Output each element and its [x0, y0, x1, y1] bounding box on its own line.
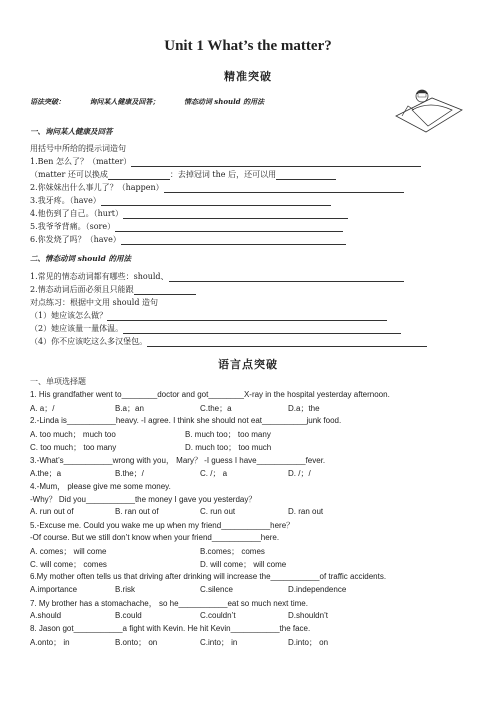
- answer-option[interactable]: B.could: [115, 611, 142, 620]
- answer-option[interactable]: D.shouldn’t: [288, 611, 329, 620]
- section-1-intro: 用括号中所给的提示词造句: [30, 144, 126, 153]
- answer-option[interactable]: D. /；/: [288, 469, 311, 478]
- s2-q1: 1.常见的情态动词都有哪些：should、: [30, 272, 169, 281]
- s1-q5: 5.我爷爷背痛。（sore）: [30, 222, 116, 231]
- s1-q1: 1.Ben 怎么了？（matter）: [30, 157, 132, 166]
- question-stem: 1. His grandfather went to________doctor and got________X-ray in the hospital yesterday afternoon.: [30, 390, 390, 399]
- answer-option[interactable]: A. comes； will come: [30, 547, 107, 556]
- grammar-focus-label: 语法突破：: [30, 97, 65, 106]
- s1-q1-note: （matter 还可以换成: [30, 170, 108, 179]
- answer-option[interactable]: D.into； on: [288, 638, 329, 647]
- question-stem: 7. My brother has a stomachache， so he___________eat so much next time.: [30, 599, 308, 608]
- grammar-focus-item-2: 情态动词 should 的用法: [183, 97, 265, 106]
- answer-option[interactable]: B.a；an: [115, 404, 144, 413]
- answer-option[interactable]: A.the；a: [30, 469, 62, 478]
- answer-blank[interactable]: [276, 171, 336, 180]
- section-3-heading: 语言点突破: [218, 358, 278, 371]
- answer-option[interactable]: C. /； a: [200, 469, 228, 478]
- answer-option[interactable]: C. too much； too many: [30, 443, 117, 452]
- s1-q1-note-2: ：去掉冠词 the 后，还可以用: [169, 170, 277, 179]
- question-stem: 6.My mother often tells us that driving after drinking will increase the___________of traffic accidents.: [30, 572, 387, 581]
- answer-blank[interactable]: [134, 286, 196, 295]
- answer-option[interactable]: D. will come； will come: [200, 560, 287, 569]
- question-stem: 4.-Mum， please give me some money.: [30, 482, 171, 491]
- s2-q2: 2.情态动词后面必须且只能跟: [30, 285, 134, 294]
- s2-p4: （4）你不应该吃这么多汉堡包。: [30, 337, 148, 346]
- s2-p2: （2）她应该量一量体温。: [30, 324, 124, 333]
- answer-option[interactable]: A.onto； in: [30, 638, 70, 647]
- s1-q4: 4.他伤到了自己。（hurt）: [30, 209, 123, 218]
- section-1-heading: 一、询问某人健康及回答: [30, 127, 113, 136]
- answer-option[interactable]: B.the；/: [115, 469, 144, 478]
- answer-blank[interactable]: [101, 197, 331, 206]
- answer-option[interactable]: B.onto； on: [115, 638, 158, 647]
- answer-option[interactable]: A.importance: [30, 585, 78, 594]
- question-stem: 2.-Linda is___________heavy. -I agree. I think she should not eat__________junk food.: [30, 416, 342, 425]
- question-stem: -Why？ Did you___________the money I gave you yesterday？: [30, 495, 257, 504]
- answer-option[interactable]: C.silence: [200, 585, 233, 594]
- answer-option[interactable]: D.a；the: [288, 404, 320, 413]
- answer-option[interactable]: A. run out of: [30, 507, 74, 516]
- answer-blank[interactable]: [123, 210, 348, 219]
- answer-blank[interactable]: [131, 158, 421, 167]
- grammar-focus-item-1: 询问某人健康及回答；: [89, 97, 160, 106]
- answer-option[interactable]: C.the；a: [200, 404, 232, 413]
- answer-option[interactable]: C. run out: [200, 507, 236, 516]
- question-stem: 5.-Excuse me. Could you wake me up when my friend___________here？: [30, 521, 295, 530]
- answer-option[interactable]: B. much too； too many: [185, 430, 271, 439]
- s2-p1: （1）她应该怎么做？: [30, 311, 108, 320]
- answer-option[interactable]: C. will come； comes: [30, 560, 107, 569]
- answer-blank[interactable]: [115, 223, 343, 232]
- question-stem: -Of course. But we still don’t know when your friend___________here.: [30, 533, 280, 542]
- answer-blank[interactable]: [123, 325, 401, 334]
- answer-option[interactable]: B.risk: [115, 585, 135, 594]
- answer-option[interactable]: D. much too； too much: [185, 443, 272, 452]
- sick-boy-illustration: [392, 80, 464, 138]
- answer-option[interactable]: A. too much； much too: [30, 430, 116, 439]
- section-heading-precise: 精准突破: [224, 70, 272, 83]
- answer-option[interactable]: B.comes； comes: [200, 547, 265, 556]
- answer-option[interactable]: C.into； in: [200, 638, 238, 647]
- answer-blank[interactable]: [108, 171, 170, 180]
- answer-blank[interactable]: [164, 184, 404, 193]
- page-title: Unit 1 What’s the matter?: [164, 38, 332, 54]
- answer-blank[interactable]: [169, 273, 404, 282]
- answer-option[interactable]: D.independence: [288, 585, 347, 594]
- answer-blank[interactable]: [121, 236, 346, 245]
- s1-q2: 2.你妹妹出什么事儿了？（happen）: [30, 183, 164, 192]
- question-stem: 8. Jason got___________a fight with Kevin. He hit Kevin___________the face.: [30, 624, 311, 633]
- s1-q3: 3.我牙疼。（have）: [30, 196, 101, 205]
- answer-option[interactable]: D. ran out: [288, 507, 324, 516]
- question-stem: 3.-What’s___________wrong with you， Mary？ -I guess I have___________fever.: [30, 456, 326, 465]
- answer-blank[interactable]: [107, 312, 387, 321]
- section-2-heading: 二、情态动词 should 的用法: [30, 254, 131, 263]
- s1-q6: 6.你发烧了吗？（have）: [30, 235, 121, 244]
- answer-option[interactable]: A. a；/: [30, 404, 55, 413]
- answer-option[interactable]: C.couldn’t: [200, 611, 236, 620]
- answer-blank[interactable]: [147, 338, 427, 347]
- answer-option[interactable]: B. ran out of: [115, 507, 159, 516]
- s2-practice: 对点练习：根据中文用 should 造句: [30, 298, 158, 307]
- mc-heading: 一、单项选择题: [30, 377, 86, 386]
- answer-option[interactable]: A.should: [30, 611, 62, 620]
- grammar-focus: [30, 97, 286, 107]
